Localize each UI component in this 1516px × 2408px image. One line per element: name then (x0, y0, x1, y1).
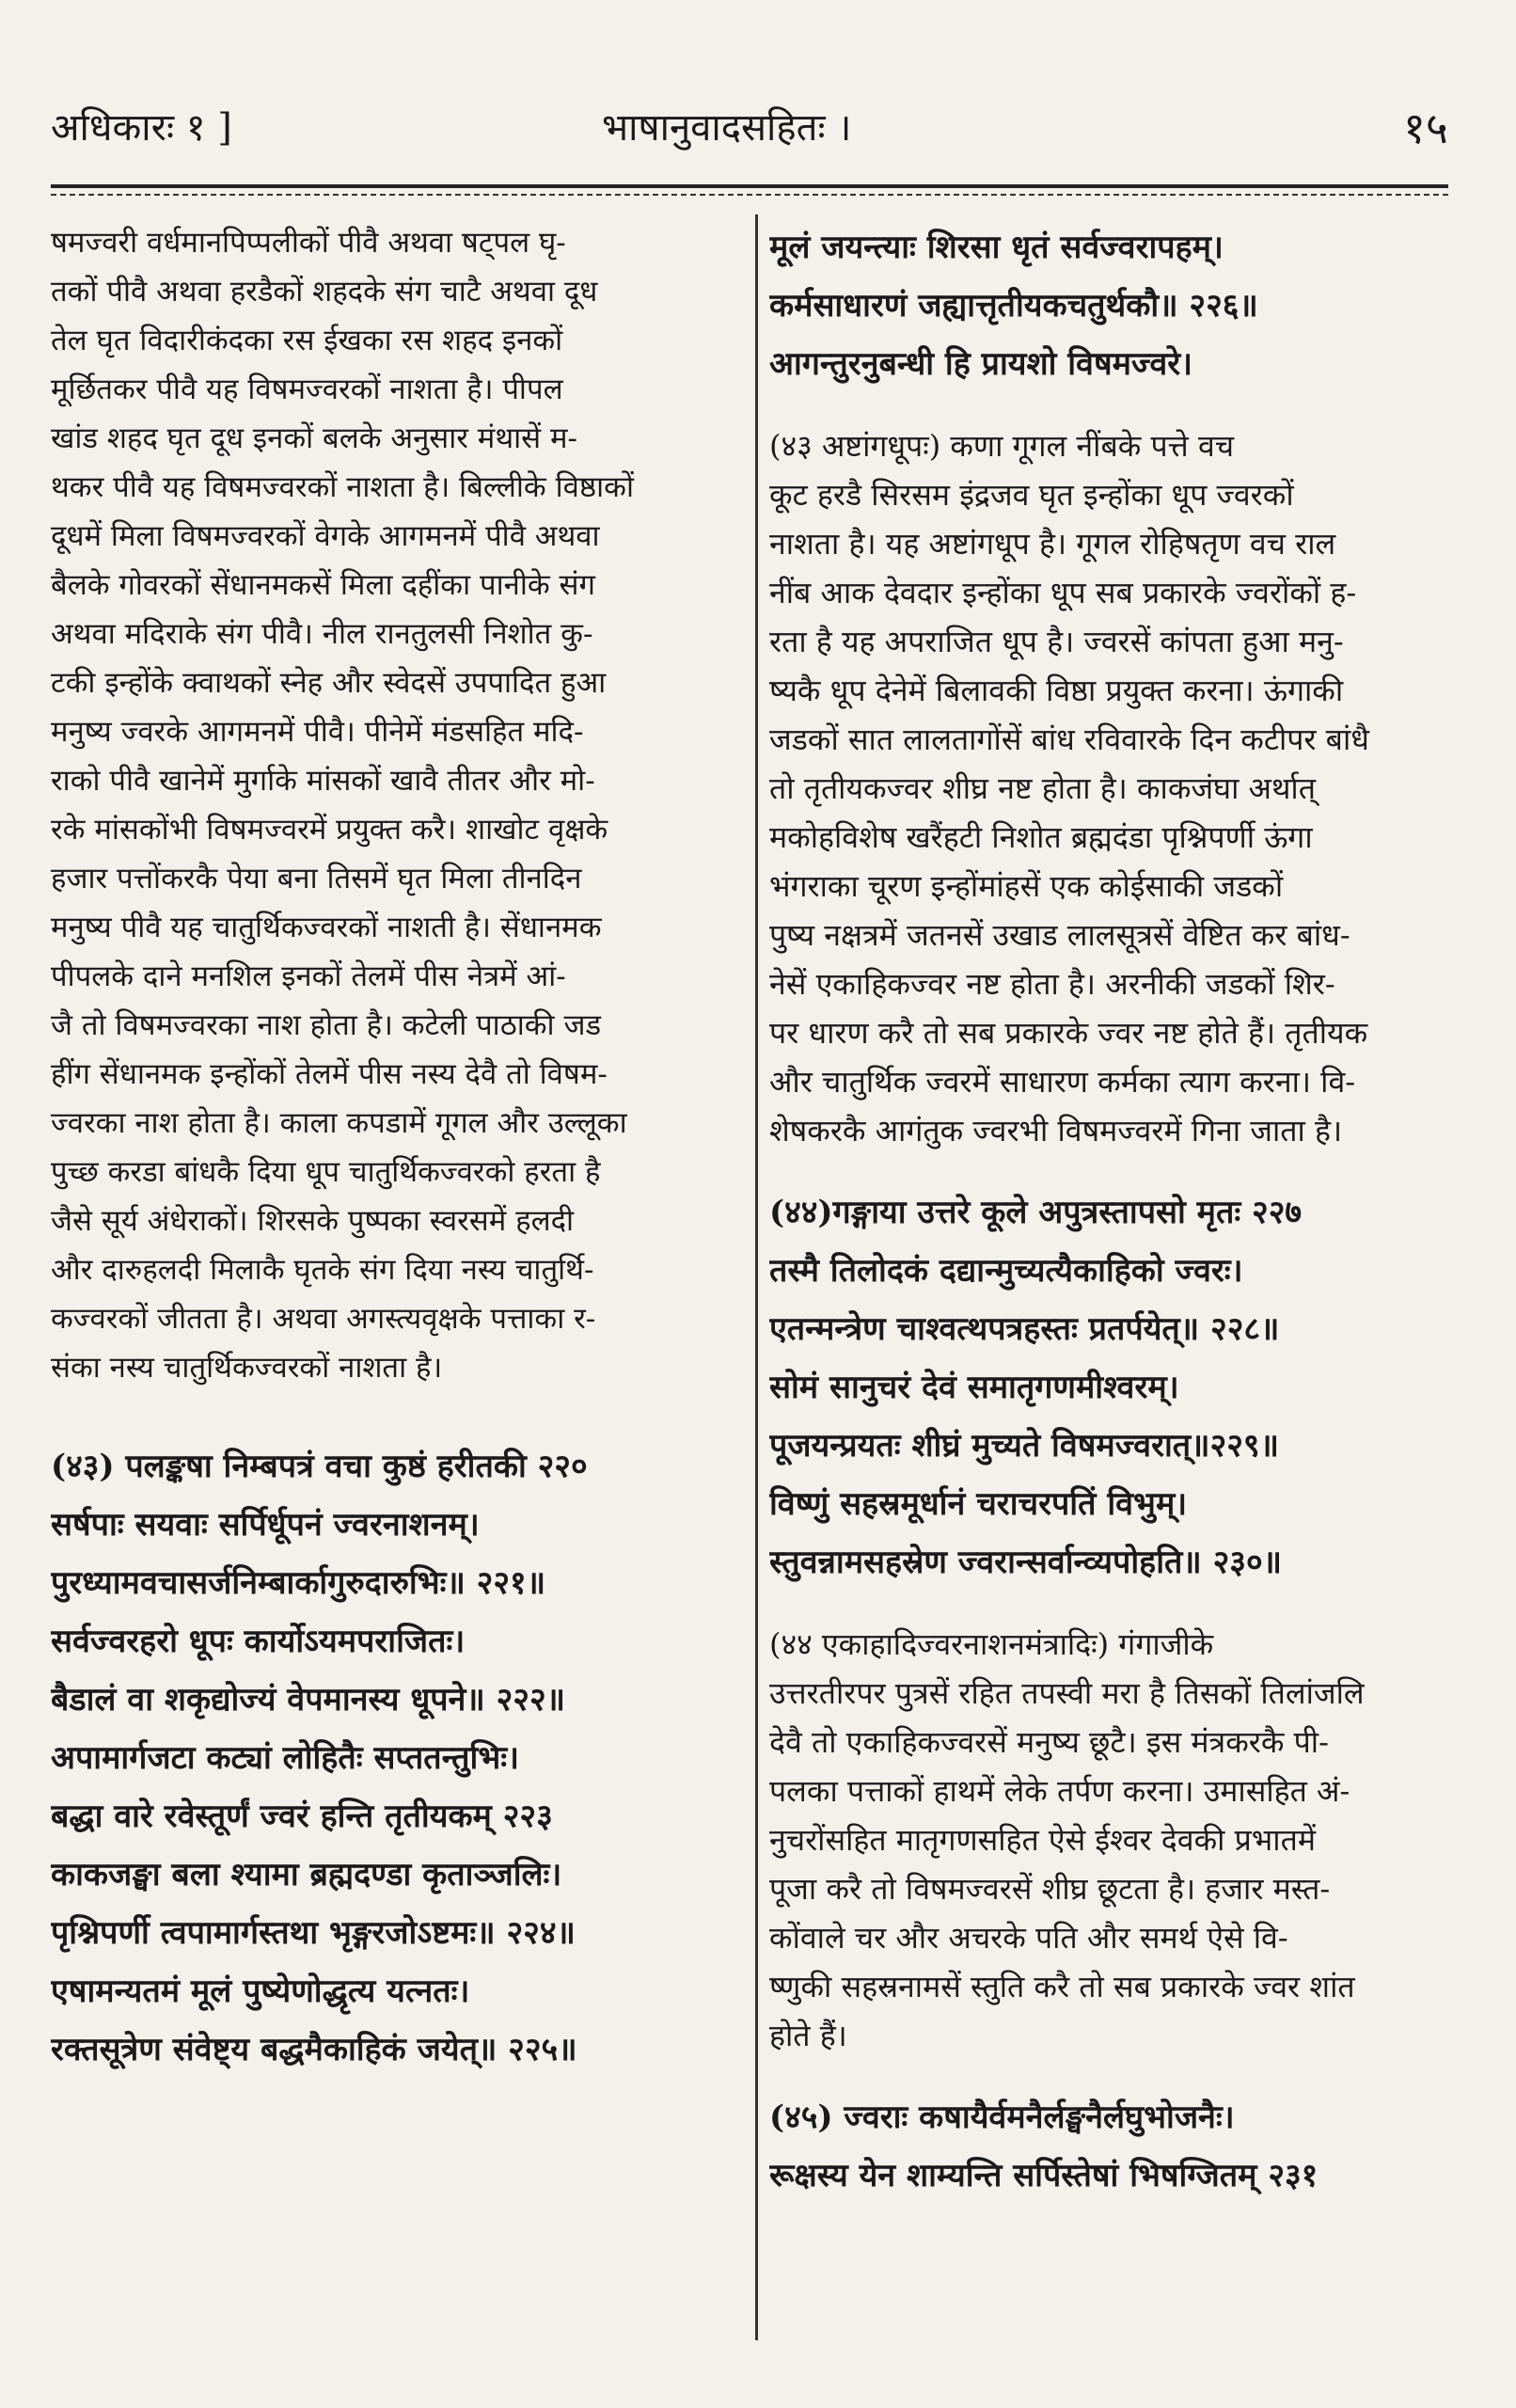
verse-line: (४३) पलङ्कषा निम्बपत्रं वचा कुष्ठं हरीतकी २२० (51, 1448, 588, 1485)
section-gap (769, 1155, 1448, 1183)
verse-line: तस्मै तिलोदकं दद्यान्मुच्यत्यैकाहिको ज्वरः। (769, 1252, 1243, 1290)
commentary-line: षमज्वरी वर्धमानपिप्पलीकों पीवै अथवा षट्पल घृ- (51, 226, 566, 260)
commentary-line: जै तो विषमज्वरका नाश होता है। कटेली पाठाकी जड (51, 1008, 602, 1042)
commentary-line: ज्वरका नाश होता है। काला कपडामें गूगल और उल्लूका (51, 1106, 627, 1140)
commentary-line: देवै तो एकाहिकज्वरसें मनुष्य छूटै। इस मंत्रकरकै पी- (769, 1724, 1329, 1760)
commentary-line: मनुष्य पीवै यह चातुर्थिकज्वरकों नाशती है। सेंधानमक (51, 911, 602, 944)
verse-line: पृश्निपर्णी त्वपामार्गस्तथा भृङ्गरजोऽष्टमः॥ २२४॥ (51, 1914, 576, 1952)
commentary-line: कूट हरडै सिरसम इंद्रजव घृत इन्होंका धूप ज्वरकों (769, 477, 1294, 513)
verse-line: रक्तसूत्रेण संवेष्ट्य बद्धमैकाहिकं जयेत्॥ २२५॥ (51, 2031, 577, 2068)
left-column (51, 218, 742, 2079)
verse-block (769, 218, 1448, 393)
verse-line: आगन्तुरनुबन्धी हि प्रायशो विषमज्वरे। (769, 345, 1193, 383)
commentary-line: पूजा करै तो विषमज्वरसें शीघ्र छूटता है। हजार मस्त- (769, 1871, 1331, 1907)
verse-block (769, 1183, 1448, 1592)
commentary-line: अथवा मदिराके संग पीवै। नील रानतुलसी निशोत कु- (51, 617, 593, 651)
commentary-line: उत्तरतीरपर पुत्रसें रहित तपस्वी मरा है तिसकों तिलांजलि (769, 1675, 1365, 1711)
commentary-line: कज्वरकों जीतता है। अथवा अगस्त्यवृक्षके पत्ताका र- (51, 1302, 596, 1336)
column-divider (755, 214, 758, 2340)
commentary-line: तकों पीवै अथवा हरडैकों शहदके संग चाटै अथवा दूध (51, 275, 598, 309)
section-gap (769, 2060, 1448, 2088)
commentary-line: नाशता है। यह अष्टांगधूप है। गूगल रोहिषतृण वच राल (769, 526, 1336, 562)
commentary-line: हजार पत्तोंकरकै पेया बना तिसमें घृत मिला तीनदिन (51, 862, 582, 895)
commentary-line: ष्यकै धूप देनेमें बिलावकी विष्ठा प्रयुक्त करना। ऊंगाकी (769, 673, 1344, 708)
verse-line: अपामार्गजटा कट्यां लोहितैः सप्ततन्तुभिः। (51, 1739, 519, 1777)
verse-line: सर्वज्वरहरो धूपः कार्योऽयमपराजितः। (51, 1623, 466, 1660)
commentary-line: दूधमें मिला विषमज्वरकों वेगके आगमनमें पीवै अथवा (51, 519, 600, 553)
header-rule (51, 184, 1448, 188)
commentary-line: मूर्छितकर पीवै यह विषमज्वरकों नाशता है। पीपल (51, 372, 563, 406)
commentary-line: जडकों सात लालतागोंसें बांध रविवारके दिन कटीपर बांधै (769, 721, 1369, 757)
commentary-line: मकोहविशेष खरैंहटी निशोत ब्रह्मदंडा पृश्निपर्णी ऊंगा (769, 819, 1313, 855)
commentary-line: पीपलके दाने मनशिल इनकों तेलमें पीस नेत्रमें आं- (51, 959, 566, 993)
header-rule-dashed (51, 194, 1448, 196)
commentary-block (769, 1620, 1448, 2060)
commentary-line: ष्णुकी सहस्रनामसें स्तुति करै तो सब प्रकारके ज्वर शांत (769, 1969, 1355, 2004)
section-gap (51, 1392, 742, 1437)
verse-line: काकजङ्घा बला श्यामा ब्रह्मदण्डा कृताञ्जलिः। (51, 1856, 562, 1893)
verse-line: पुरध्यामवचासर्जनिम्बार्कागुरुदारुभिः॥ २२१॥ (51, 1564, 546, 1602)
commentary-line: पुष्य नक्षत्रमें जतनसें उखाड लालसूत्रसें वेष्टित कर बांध- (769, 917, 1350, 953)
commentary-line: खांड शहद घृत दूध इनकों बलके अनुसार मंथासें म- (51, 421, 578, 455)
commentary-line: मनुष्य ज्वरके आगमनमें पीवै। पीनेमें मंडसहित मदि- (51, 715, 584, 749)
verse-line: स्तुवन्नामसहस्रेण ज्वरान्सर्वान्व्यपोहति॥ २३०॥ (769, 1544, 1282, 1581)
commentary-line: जैसे सूर्य अंधेराकों। शिरसके पुष्पका स्वरसमें हलदी (51, 1204, 575, 1238)
verse-line: पूजयन्प्रयतः शीघ्रं मुच्यते विषमज्वरात्॥२२९॥ (769, 1427, 1279, 1465)
verse-line: एतन्मन्त्रेण चाश्वत्थपत्रहस्तः प्रतर्पयेत्॥ २२८॥ (769, 1310, 1280, 1348)
verse-line: बैडालं वा शकृद्योज्यं वेपमानस्य धूपने॥ २२२॥ (51, 1681, 566, 1719)
running-header-title: भाषानुवादसहितः । (602, 106, 852, 150)
commentary-line: तो तृतीयकज्वर शीघ्र नष्ट होता है। काकजंघा अर्थात् (769, 770, 1316, 806)
commentary-line: पलका पत्ताकों हाथमें लेके तर्पण करना। उमासहित अं- (769, 1773, 1350, 1809)
commentary-line: भंगराका चूरण इन्होंमांहसें एक कोईसाकी जडकों (769, 868, 1284, 904)
commentary-line: बैलके गोवरकों सेंधानमकसें मिला दहींका पानीके संग (51, 568, 595, 602)
commentary-line: नुचरोंसहित मातृगणसहित ऐसे ईश्वर देवकी प्रभातमें (769, 1822, 1316, 1858)
verse-line: सर्षपाः सयवाः सर्पिर्धूपनं ज्वरनाशनम्। (51, 1506, 480, 1544)
verse-line: (४५) ज्वराः कषायैर्वमनैर्लङ्घनैर्लघुभोजनैः। (769, 2099, 1235, 2136)
commentary-line: राको पीवै खानेमें मुर्गाके मांसकों खावै तीतर और मो- (51, 764, 595, 798)
verse-line: कर्मसाधारणं जह्यात्तृतीयकचतुर्थकौ॥ २२६॥ (769, 287, 1258, 325)
commentary-line: नेसें एकाहिकज्वर नष्ट होता है। अरनीकी जडकों शिर- (769, 966, 1335, 1002)
verse-line: सोमं सानुचरं देवं समातृगणमीश्वरम्। (769, 1369, 1179, 1406)
commentary-block (769, 421, 1448, 1155)
verse-line: बद्धा वारे रवेस्तूर्णं ज्वरं हन्ति तृतीयकम् २२३ (51, 1798, 553, 1835)
section-gap (769, 1592, 1448, 1620)
verse-line: मूलं जयन्त्याः शिरसा धृतं सर्वज्वरापहम्। (769, 229, 1224, 266)
verse-line: रूक्षस्य येन शाम्यन्ति सर्पिस्तेषां भिषग्जितम् २३१ (769, 2157, 1319, 2194)
commentary-line: नींब आक देवदार इन्होंका धूप सब प्रकारके ज्वरोंकों ह- (769, 575, 1357, 610)
commentary-line: संका नस्य चातुर्थिकज्वरकों नाशता है। (51, 1351, 443, 1385)
commentary-block (51, 218, 742, 1392)
commentary-line: पुच्छ करडा बांधकै दिया धूप चातुर्थिकज्वरको हरता है (51, 1155, 601, 1189)
commentary-line: थकर पीवै यह विषमज्वरकों नाशता है। बिल्लीके विष्ठाकों (51, 470, 634, 504)
commentary-line: होते हैं। (769, 2018, 847, 2053)
commentary-line: रके मांसकोंभी विषमज्वरमें प्रयुक्त करै। शाखोट वृक्षके (51, 813, 608, 847)
commentary-line: (४४ एकाहादिज्वरनाशनमंत्रादिः) गंगाजीके (769, 1626, 1214, 1662)
commentary-line: और चातुर्थिक ज्वरमें साधारण कर्मका त्याग करना। वि- (769, 1064, 1356, 1100)
commentary-line: हींग सेंधानमक इन्होंकों तेलमें पीस नस्य देवै तो विषम- (51, 1057, 608, 1091)
right-column (769, 218, 1448, 2205)
verse-line: एषामन्यतमं मूलं पुष्येणोद्धृत्य यत्नतः। (51, 1972, 470, 2010)
commentary-line: और दारुहलदी मिलाकै घृतके संग दिया नस्य चातुर्थि- (51, 1253, 594, 1287)
running-header-chapter: अधिकारः १ ] (51, 106, 232, 150)
commentary-line: (४३ अष्टांगधूपः) कणा गूगल नींबके पत्ते वच (769, 428, 1235, 464)
verse-block (51, 1437, 742, 2079)
commentary-line: रता है यह अपराजित धूप है। ज्वरसें कांपता हुआ मनु- (769, 624, 1344, 659)
page-number: १५ (1403, 103, 1448, 153)
commentary-line: शेषकरकै आगंतुक ज्वरभी विषमज्वरमें गिना जाता है। (769, 1113, 1343, 1149)
verse-line: विष्णुं सहस्रमूर्धानं चराचरपतिं विभुम्। (769, 1485, 1188, 1523)
commentary-line: टकी इन्होंके क्वाथकों स्नेह और स्वेदसें उपपादित हुआ (51, 666, 607, 700)
verse-line: (४४)गङ्गाया उत्तरे कूले अपुत्रस्तापसो मृतः २२७ (769, 1194, 1303, 1231)
commentary-line: कोंवाले चर और अचरके पति और समर्थ ऐसे वि- (769, 1920, 1288, 1956)
commentary-line: तेल घृत विदारीकंदका रस ईखका रस शहद इनकों (51, 324, 563, 357)
section-gap (769, 393, 1448, 421)
verse-block (769, 2088, 1448, 2205)
commentary-line: पर धारण करै तो सब प्रकारके ज्वर नष्ट होते हैं। तृतीयक (769, 1015, 1368, 1051)
